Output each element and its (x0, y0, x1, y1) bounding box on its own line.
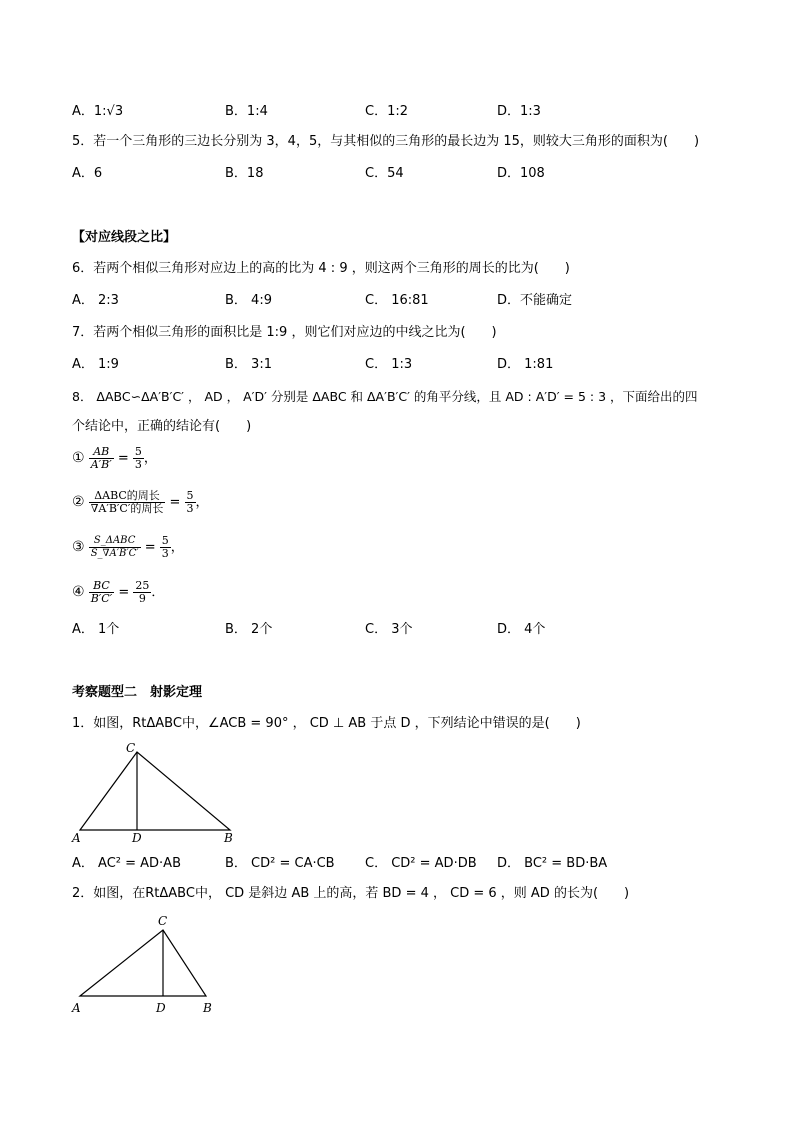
fraction-denominator: ∇A′B′C′的周长 (90, 502, 164, 515)
circled-number-4: ④ (72, 584, 85, 600)
triangle-abc (80, 752, 230, 830)
q6-option-c: C． 16:81 (365, 293, 429, 308)
triangle-abc (80, 930, 206, 996)
fraction-numerator: ΔABC的周长 (89, 490, 166, 503)
q7-option-c: C． 1:3 (365, 357, 413, 372)
fraction-numerator: 5 (134, 445, 142, 458)
q4-option-d: D．1:3 (497, 104, 541, 119)
label-d: D (132, 831, 142, 845)
q7-stem: 7．若两个相似三角形的面积比是 1:9 ，则它们对应边的中线之比为( ) (72, 325, 497, 340)
q7-option-d: D． 1:81 (497, 357, 554, 372)
circled-number-3: ③ (72, 539, 85, 555)
q4-option-c: C．1:2 (365, 104, 408, 119)
label-c: C (158, 914, 168, 928)
equals-sign: = (118, 585, 130, 600)
q8-conclusion-2 (72, 490, 209, 515)
fraction-denominator: S_∇A′B′C′ (90, 548, 139, 559)
fraction-numerator: S_ΔABC (89, 535, 141, 548)
q4-option-b: B．1:4 (225, 104, 268, 119)
q5-option-a: A．6 (72, 166, 103, 181)
label-a: A (72, 831, 81, 845)
label-a: A (72, 1001, 81, 1015)
fraction-denominator: 3 (161, 547, 169, 560)
punctuation: ． (151, 585, 165, 600)
equals-sign: = (169, 495, 181, 510)
fraction-numerator: 25 (135, 579, 150, 592)
q6-stem: 6．若两个相似三角形对应边上的高的比为 4 : 9 ，则这两个三角形的周长的比为( ) (72, 261, 570, 276)
punctuation: ， (143, 451, 157, 466)
circled-number-1: ① (72, 450, 85, 466)
equals-sign: = (117, 451, 129, 466)
fraction-denominator: A′B′ (90, 458, 112, 471)
q5-option-c: C．54 (365, 166, 404, 181)
section-title-segment-ratio: 【对应线段之比】 (72, 230, 177, 245)
p1-option-b: B． CD² = CA·CB (225, 856, 335, 871)
section-title-projection-theorem: 考察题型二 射影定理 (72, 685, 203, 700)
q8-option-d: D． 4个 (497, 622, 546, 637)
fraction-denominator: B′C′ (90, 592, 113, 605)
q6-option-b: B． 4:9 (225, 293, 272, 308)
q7-option-b: B． 3:1 (225, 357, 272, 372)
fraction-denominator: 9 (138, 592, 146, 605)
circled-number-2: ② (72, 494, 85, 510)
label-d: D (156, 1001, 166, 1015)
fraction-numerator: 5 (186, 489, 194, 502)
fraction-numerator: 5 (161, 534, 169, 547)
q8-option-a: A． 1个 (72, 622, 120, 637)
equals-sign: = (144, 540, 156, 555)
q6-option-a: A． 2:3 (72, 293, 119, 308)
label-b: B (224, 831, 233, 845)
fraction-numerator: AB (89, 446, 114, 459)
q8-stem-line1: 8． ΔABC∽ΔA′B′C′ ， AD ， A′D′ 分别是 ΔABC 和 ΔA′B′C′ 的角平分线，且 AD : A′D′ = 5 : 3 ，下面给出的四 (72, 389, 698, 404)
punctuation: ， (170, 540, 184, 555)
p1-option-a: A． AC² = AD·AB (72, 856, 181, 871)
label-c: C (126, 741, 136, 755)
p2-triangle-figure (60, 910, 260, 1020)
q8-option-b: B． 2个 (225, 622, 273, 637)
q5-stem: 5．若一个三角形的三边长分别为 3，4，5，与其相似的三角形的最长边为 15，则较大三角形的面积为( ) (72, 134, 700, 149)
fraction-numerator: BC (89, 580, 115, 593)
punctuation: ， (195, 495, 209, 510)
q6-option-d: D．不能确定 (497, 293, 573, 308)
q8-conclusion-4 (72, 580, 164, 605)
q8-conclusion-3 (72, 535, 184, 560)
fraction-denominator: 3 (186, 502, 194, 515)
p1-option-c: C． CD² = AD·DB (365, 856, 477, 871)
p1-option-d: D． BC² = BD·BA (497, 856, 608, 871)
q8-conclusion-1 (72, 446, 157, 471)
q5-option-d: D．108 (497, 166, 545, 181)
q8-stem-line2: 个结论中，正确的结论有( ) (72, 419, 252, 434)
q4-option-a: A．1:√3 (72, 104, 124, 119)
q5-option-b: B．18 (225, 166, 264, 181)
q7-option-a: A． 1:9 (72, 357, 119, 372)
label-b: B (203, 1001, 212, 1015)
fraction-denominator: 3 (134, 458, 142, 471)
p1-triangle-figure (60, 738, 260, 848)
q8-option-c: C． 3个 (365, 622, 413, 637)
p2-stem: 2．如图，在RtΔABC中， CD 是斜边 AB 上的高，若 BD = 4 ， CD = 6 ，则 AD 的长为( ) (72, 886, 630, 901)
p1-stem: 1．如图，RtΔABC中，∠ACB = 90° ， CD ⊥ AB 于点 D ，下列结论中错误的是( ) (72, 716, 581, 731)
